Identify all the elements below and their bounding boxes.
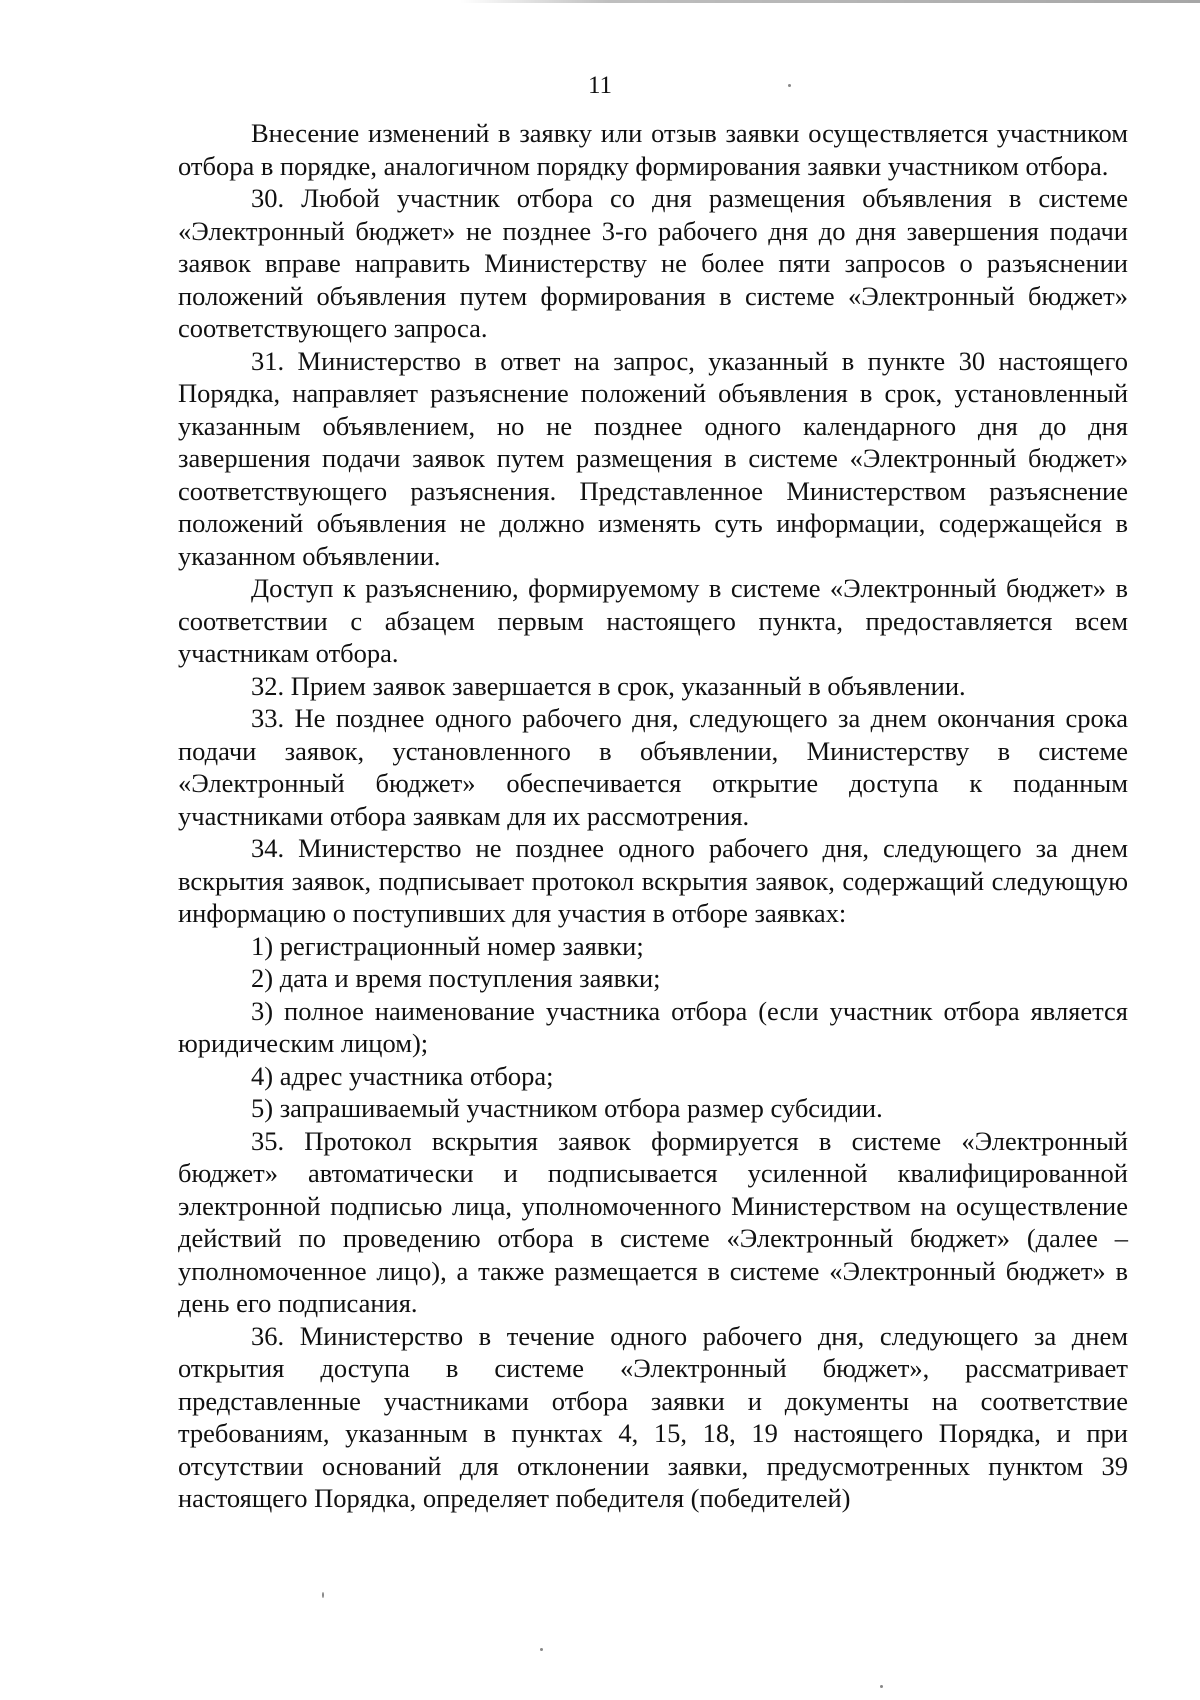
page-number: 11 (587, 72, 613, 99)
paragraph-item-32: 32. Прием заявок завершается в срок, указанный в объявлении. (251, 670, 966, 701)
scan-speck (322, 1592, 324, 1598)
paragraph-item-34: 34. Министерство не позднее одного рабочего дня, следующего за днем вскрытия заявок, подписывает протокол вскрытия заявок, содержащий следующую информацию о поступивших для участия в отборе заявках: (178, 833, 1128, 928)
scan-speck (788, 84, 791, 87)
scan-speck (540, 1648, 543, 1651)
list-item: 5) запрашиваемый участником отбора размер субсидии. (251, 1093, 883, 1123)
paragraph: Внесение изменений в заявку или отзыв заявки осуществляется участником отбора в порядке, аналогичном порядку формирования заявки участником отбора. (178, 118, 1128, 181)
body-text (178, 117, 1128, 1515)
list-item: 3) полное наименование участника отбора (если участник отбора является юридическим лицом); (178, 995, 1128, 1058)
list-item: 2) дата и время поступления заявки; (251, 963, 661, 993)
paragraph-item-31: 31. Министерство в ответ на запрос, указанный в пункте 30 настоящего Порядка, направляет разъяснение положений объявления в срок, установленный указанным объявлением, но не позднее одного календарного дня до дня завершения подачи заявок путем размещения в системе «Электронный бюджет» соответствующего разъяснения. Представленное Министерством разъяснение положений объявления не должно изменять суть информации, содержащейся в указанном объявлении. (178, 345, 1128, 571)
paragraph-item-33: 33. Не позднее одного рабочего дня, следующего за днем окончания срока подачи заявок, установленного в объявлении, Министерству в системе «Электронный бюджет» обеспечивается открытие доступа к поданным участниками отбора заявкам для их рассмотрения. (178, 703, 1128, 831)
scan-speck (880, 1685, 883, 1688)
paragraph-item-35: 35. Протокол вскрытия заявок формируется в системе «Электронный бюджет» автоматически и подписывается усиленной квалифицированной электронной подписью лица, уполномоченного Министерством на осуществление действий по проведению отбора в системе «Электронный бюджет» (далее – уполномоченное лицо), а также размещается в системе «Электронный бюджет» в день его подписания. (178, 1125, 1128, 1318)
scan-edge (460, 0, 1200, 3)
paragraph-item-36: 36. Министерство в течение одного рабочего дня, следующего за днем открытия доступа в системе «Электронный бюджет», рассматривает представленные участниками отбора заявки и документы на соответствие требованиям, указанным в пунктах 4, 15, 18, 19 настоящего Порядка, и при отсутствии оснований для отклонении заявки, предусмотренных пунктом 39 настоящего Порядка, определяет победителя (победителей) (178, 1320, 1128, 1513)
list-item: 1) регистрационный номер заявки; (251, 930, 644, 961)
paragraph: Доступ к разъяснению, формируемому в системе «Электронный бюджет» в соответствии с абзацем первым настоящего пункта, предоставляется всем участникам отбора. (178, 573, 1128, 668)
paragraph-item-30: 30. Любой участник отбора со дня размещения объявления в системе «Электронный бюджет» не позднее 3-го рабочего дня до дня завершения подачи заявок вправе направить Министерству не более пяти запросов о разъяснении положений объявления путем формирования в системе «Электронный бюджет» соответствующего запроса. (178, 183, 1128, 343)
list-item: 4) адрес участника отбора; (251, 1060, 554, 1091)
